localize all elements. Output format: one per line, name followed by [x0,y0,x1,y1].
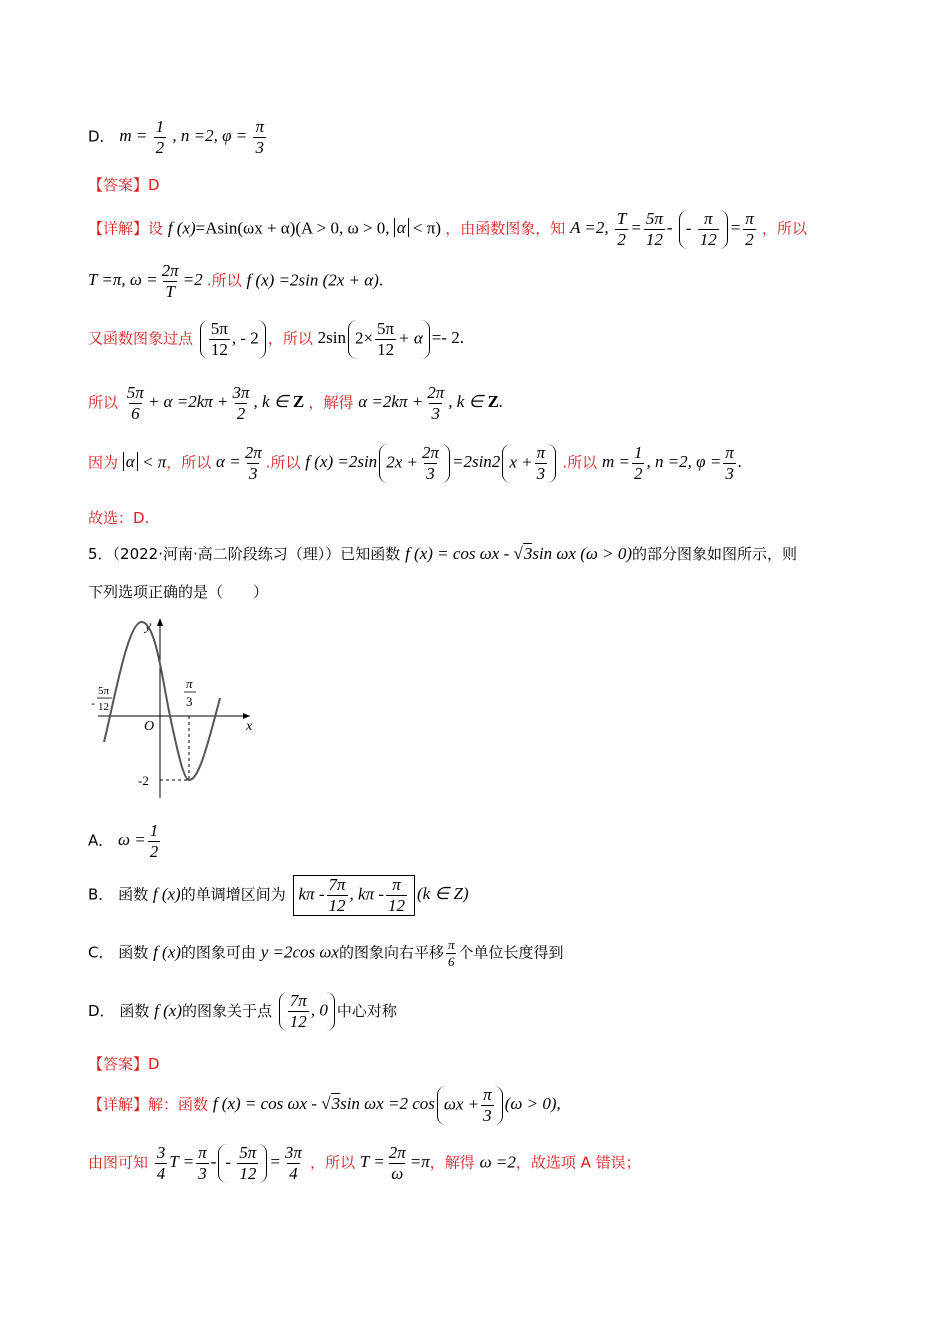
formula: 2sin 2× $\frac{5\pi}{12}$ + α =- 2. [317,319,465,359]
formula: A =2, $\frac{T}{2}$ = $\frac{5\pi}{12}$ - - $\frac{\pi}{12}$ = $\frac{\pi}{2}$ [570,209,754,249]
detail-line-5: 因为 α < π，所以 α = $\frac{2\pi}{3}$ .所以 f (x) =2sin 2x + $\frac{2\pi}{3}$ =2sin2 x + $\frac{\pi}{3}$ .所以 m = $\frac{1}{2}$ , n =2, φ = $\frac{\pi}{3}$ . [88,443,743,483]
formula: α = $\frac{2\pi}{3}$ [216,443,262,483]
y-axis-label: y [145,619,152,634]
formula: α < π [123,452,166,471]
left-tick-den: 12 [98,701,109,713]
option-c: C． 函数 f (x)的图象可由 y =2cos ωx的图象向右平移 $\frac{\pi}{6}$ 个单位长度得到 [88,937,564,969]
x-axis-label: x [246,719,253,734]
answer-tag: 【答案】 [88,176,149,194]
sine-curve [104,622,220,780]
formula: T =π, ω = $\frac{2\pi}{T}$ =2 [88,261,203,301]
shift-fraction: $\frac{\pi}{6}$ [447,937,455,969]
question-5-line-2: 下列选项正确的是（ ） [88,583,269,601]
formula: f (x)=Asin(ωx + α)(A > 0, ω > 0, α < π) [167,218,442,238]
formula: m = $\frac{1}{2}$ , n =2, φ = $\frac{\pi}{3}$ . [601,443,743,483]
option-label: D． [88,1001,115,1020]
detail-line-1: 【详解】设 f (x)=Asin(ωx + α)(A > 0, ω > 0, α < π) ，由函数图象，知 A =2, $\frac{T}{2}$ = $\frac{5\pi}{12}$ - - $\frac{\pi}{12}$ = $\frac{\pi}{2}$ ，所以 [88,209,807,249]
option-d: D． 函数 f (x)的图象关于点 $\frac{7\pi}{12}$ , 0 中心对称 [88,991,397,1031]
prev-option-d [88,118,268,157]
point: $\frac{5\pi}{12}$ , - 2 [198,328,268,347]
formula: ω = $\frac{1}{2}$ [118,821,159,861]
detail2-line-1: 【详解】解：函数 f (x) = cos ωx - √3sin ωx =2 cos ωx + $\frac{\pi}{3}$ (ω > 0), [88,1085,561,1125]
conclusion: 故选：D. [88,509,150,527]
detail-tag: 【详解】 [88,219,149,238]
detail-line-3: 又函数图象过点 $\frac{5\pi}{12}$ , - 2 ，所以 2sin 2× $\frac{5\pi}{12}$ + α =- 2. [88,319,465,359]
point: $\frac{7\pi}{12}$ , 0 [279,992,335,1031]
answer-value: D [148,1055,160,1073]
formula: m = $\frac{1}{2}$ , n =2, φ = $\frac{\pi}{3}$ [119,117,264,157]
formula: f (x) = cos ωx - √3sin ωx (ω > 0) [405,544,633,563]
min-label: -2 [138,773,149,788]
formula: T = $\frac{2\pi}{\omega}$ =π [359,1143,430,1183]
answer-tag: 【答案】 [88,1055,149,1073]
formula: kπ - $\frac{7\pi}{12}$ , kπ - $\frac{\pi}{12}$ (k ∈ Z) [291,884,469,903]
formula: $\frac{5\pi}{6}$ + α =2kπ + $\frac{3\pi}{2}$ , k ∈ Z [126,383,305,423]
function-graph [90,612,270,802]
detail-line-2: T =π, ω = $\frac{2\pi}{T}$ =2 .所以 f (x) =2sin (2x + α). [88,261,384,301]
formula: f (x) =2sin 2x + $\frac{2\pi}{3}$ =2sin2 x + $\frac{\pi}{3}$ [305,452,562,471]
option-a [88,822,162,861]
y-axis-arrow [157,618,163,626]
formula: α =2kπ + $\frac{2\pi}{3}$ , k ∈ Z. [358,383,504,423]
answer-line [88,174,160,195]
left-tick-sign: - [91,696,95,710]
option-label: B． [88,885,114,904]
question-source: （2022·河南·高二阶段练习（理）） [112,545,341,563]
right-tick-den: 3 [186,694,193,709]
option-label: D． [88,127,115,146]
answer-line-2 [88,1053,160,1074]
right-tick-num: π [186,676,193,691]
option-label: C． [88,943,114,962]
question-5-line-1: 5．（2022·河南·高二阶段练习（理））已知函数 f (x) = cos ωx - √3sin ωx (ω > 0)的部分图象如图所示，则 [88,544,798,563]
formula: f (x) =2sin (2x + α). [246,270,384,290]
left-tick-num: 5π [98,685,110,697]
detail2-line-2: 由图可知 $\frac{3}{4}$ T = $\frac{\pi}{3}$ - - $\frac{5\pi}{12}$ = $\frac{3\pi}{4}$ ，所以 T = $\frac{2\pi}{\omega}$ =π，解得 ω =2，故选项 A 错误； [88,1143,641,1183]
answer-value: D [148,176,160,194]
option-b: B． 函数 f (x)的单调增区间为 kπ - $\frac{7\pi}{12}$ , kπ - $\frac{\pi}{12}$ (k ∈ Z) [88,875,469,915]
option-label: A． [88,831,114,850]
question-number: 5． [88,545,113,563]
detail-tag: 【详解】 [88,1095,149,1114]
formula: f (x) = cos ωx - √3sin ωx =2 cos ωx + $\frac{\pi}{3}$ (ω > 0), [212,1085,561,1125]
detail-line-4: 所以 $\frac{5\pi}{6}$ + α =2kπ + $\frac{3\pi}{2}$ , k ∈ Z ，解得 α =2kπ + $\frac{2\pi}{3}$ , k ∈ Z. [88,383,504,423]
formula: $\frac{3}{4}$ T = $\frac{\pi}{3}$ - - $\frac{5\pi}{12}$ = $\frac{3\pi}{4}$ [156,1143,302,1183]
origin-label: O [144,719,155,734]
